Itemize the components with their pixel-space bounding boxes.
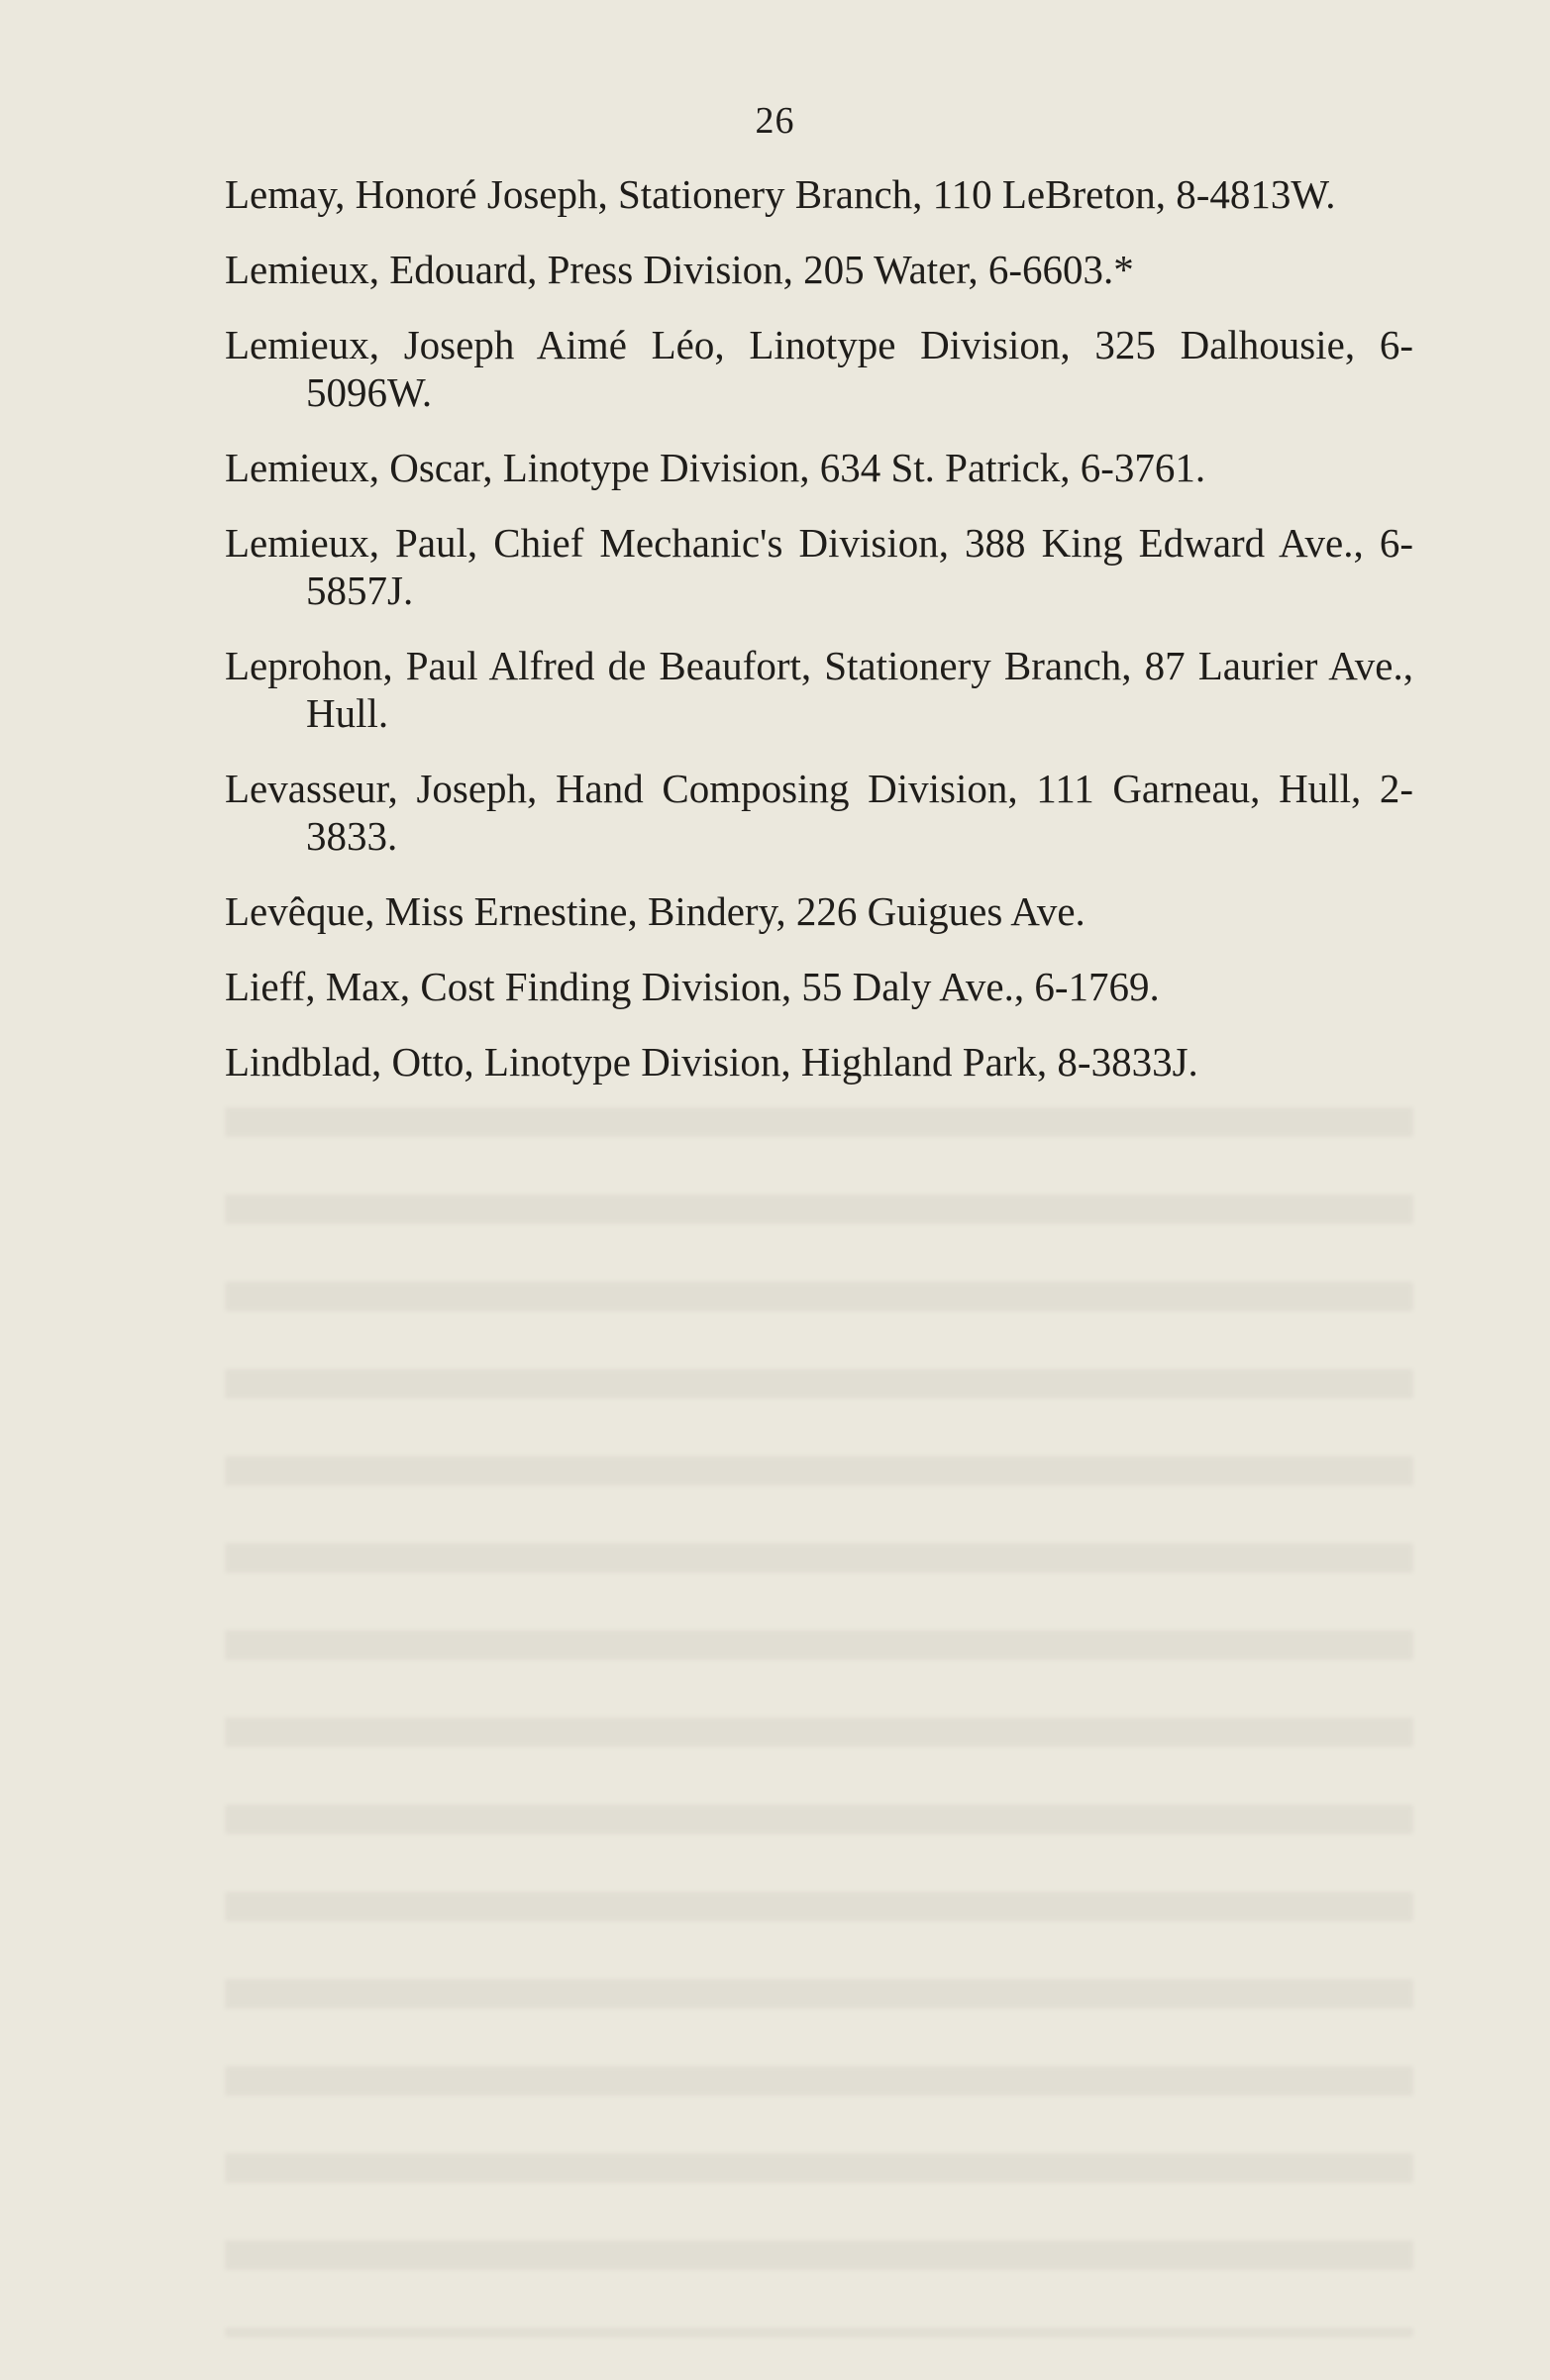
directory-entry: Leprohon, Paul Alfred de Beaufort, Stationery Branch, 87 Laurier Ave., Hull. [225,643,1413,736]
directory-entry: Lieff, Max, Cost Finding Division, 55 Daly Ave., 6-1769. [225,964,1160,1009]
directory-entries [225,170,1413,1113]
directory-entry: Lemieux, Oscar, Linotype Division, 634 St. Patrick, 6-3761. [225,445,1206,490]
reverse-side-bleed-through [225,1050,1413,2337]
directory-entry: Levêque, Miss Ernestine, Bindery, 226 Guigues Ave. [225,888,1085,934]
directory-entry: Lemieux, Paul, Chief Mechanic's Division, 388 King Edward Ave., 6-5857J. [225,520,1413,613]
directory-entry: Lemieux, Edouard, Press Division, 205 Water, 6-6603.* [225,247,1134,292]
directory-entry: Lemay, Honoré Joseph, Stationery Branch, 110 LeBreton, 8-4813W. [225,171,1336,217]
page-number: 26 [755,100,795,142]
directory-entry: Levasseur, Joseph, Hand Composing Division, 111 Garneau, Hull, 2-3833. [225,766,1413,859]
directory-entry: Lemieux, Joseph Aimé Léo, Linotype Division, 325 Dalhousie, 6-5096W. [225,322,1413,415]
directory-entry: Lindblad, Otto, Linotype Division, Highland Park, 8-3833J. [225,1039,1198,1085]
